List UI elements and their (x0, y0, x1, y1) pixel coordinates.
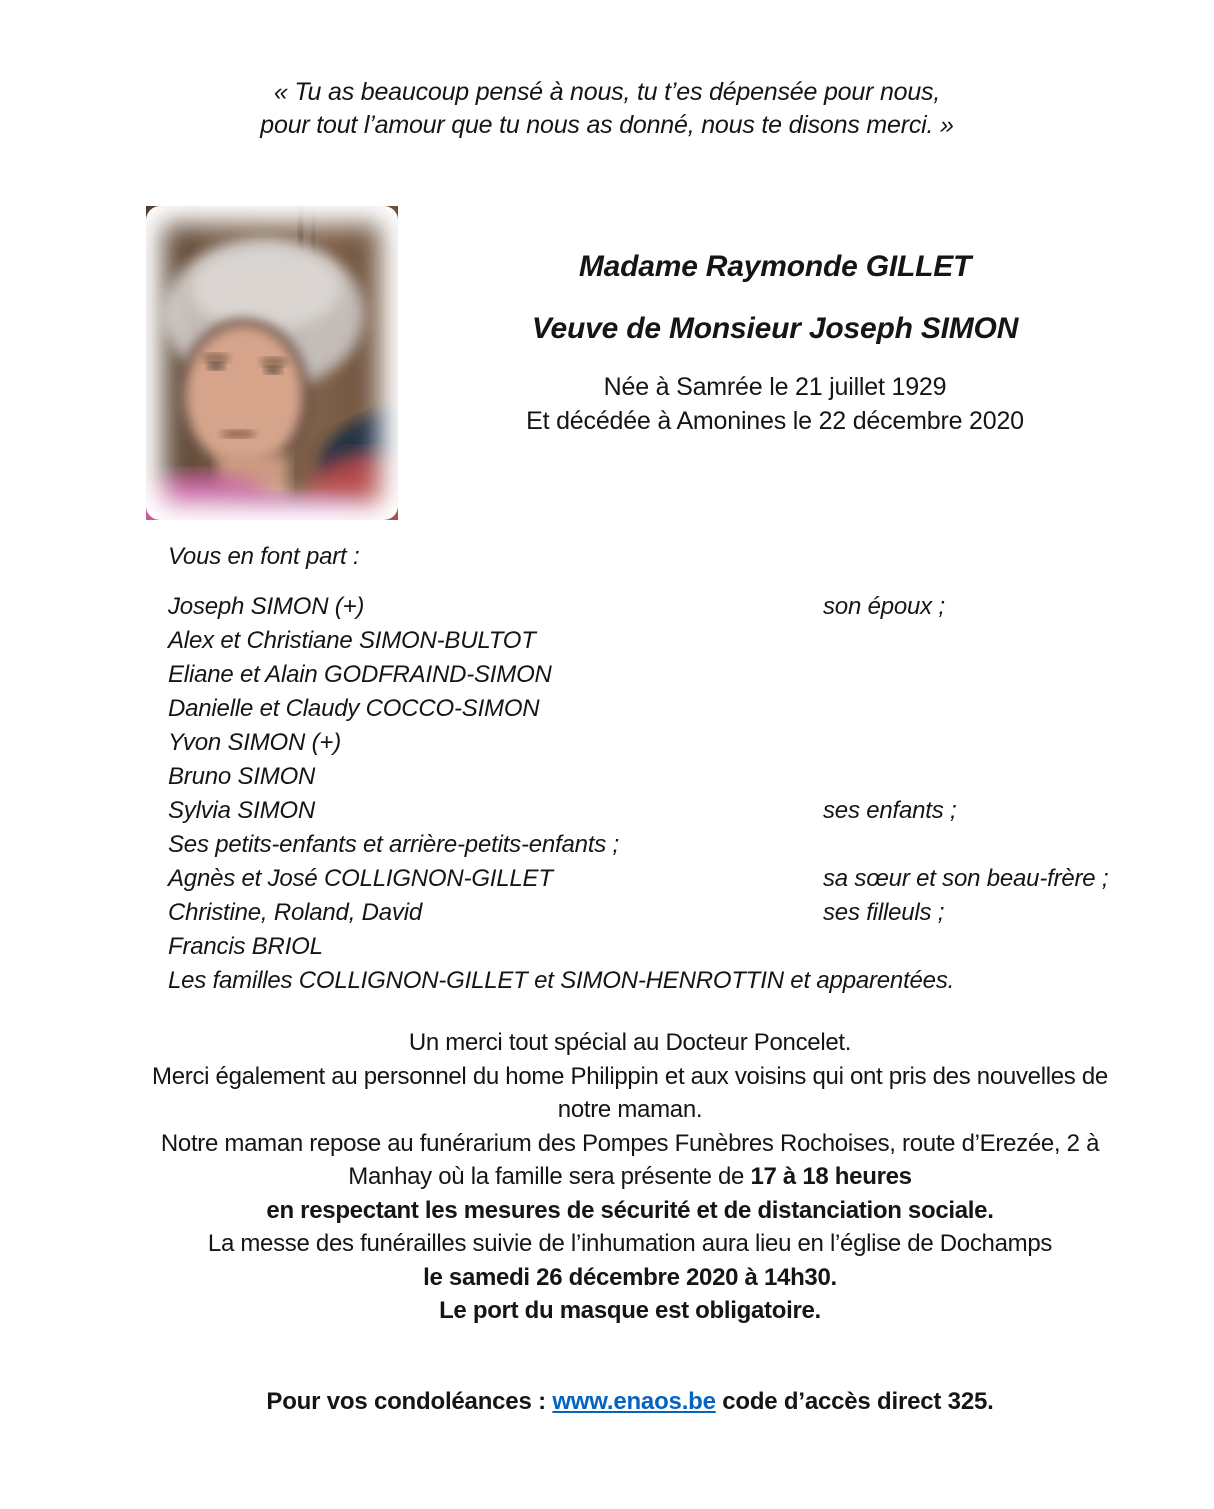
family-entry-name: Yvon SIMON (+) (168, 729, 342, 756)
thanks-line: notre maman. (557, 1096, 703, 1123)
family-entry-name: Francis BRIOL (168, 933, 323, 960)
repose-line-text: Notre maman repose au funérarium des Pompes Funèbres Rochoises, route d’Erezée, 2 à (160, 1129, 1100, 1157)
deceased-subtitle: Veuve de Monsieur Joseph SIMON (531, 312, 1019, 345)
notices-block (90, 1026, 1170, 1328)
memorial-quote (0, 76, 1214, 142)
mass-line: La messe des funérailles suivie de l’inhumation aura lieu en l’église de Dochamps (207, 1230, 1053, 1257)
repose-line (90, 1127, 1170, 1161)
family-entry-relation: sa sœur et son beau-frère ; (823, 865, 1109, 892)
family-entry-name: Joseph SIMON (+) (168, 593, 365, 620)
thanks-line: Un merci tout spécial au Docteur Poncelet. (408, 1029, 852, 1056)
birth-line: Née à Samrée le 21 juillet 1929 (603, 373, 947, 401)
repose-line (90, 1160, 1170, 1194)
mask-notice: Le port du masque est obligatoire. (439, 1297, 821, 1324)
family-entry (168, 726, 1168, 760)
deceased-name-title: Madame Raymonde GILLET (578, 250, 972, 283)
family-entry (168, 590, 1168, 624)
death-line: Et décédée à Amonines le 22 décembre 2020 (526, 407, 1024, 435)
family-entry-relation: ses filleuls ; (823, 899, 945, 926)
family-entry (168, 624, 1168, 658)
family-entry-name: Alex et Christiane SIMON-BULTOT (168, 627, 536, 654)
announcement-intro: Vous en font part : (168, 543, 360, 570)
family-entry-name: Christine, Roland, David (168, 899, 422, 926)
condolences-text-pre: Pour vos condoléances : (266, 1388, 553, 1415)
thanks-line: Merci également au personnel du home Philippin et aux voisins qui ont pris des nouvelles de (152, 1062, 1108, 1090)
family-entry (168, 930, 1168, 964)
condolences-link[interactable]: www.enaos.be (552, 1388, 716, 1415)
family-entry-name: Agnès et José COLLIGNON-GILLET (168, 865, 553, 892)
condolences-text-post: code d’accès direct 325. (715, 1388, 994, 1415)
family-entry-relation: ses enfants ; (823, 797, 957, 824)
memorial-quote-line2: pour tout l’amour que tu nous as donné, nous te disons merci. » (260, 111, 954, 139)
family-entry-name: Les familles COLLIGNON-GILLET et SIMON-HENROTTIN et apparentées. (168, 967, 955, 994)
family-entry (168, 828, 1168, 862)
family-entry (168, 896, 1168, 930)
deceased-photo-image (146, 206, 398, 520)
family-entry-name: Danielle et Claudy COCCO-SIMON (168, 695, 540, 722)
family-entry (168, 760, 1168, 794)
family-entry (168, 862, 1168, 896)
family-entry-name: Ses petits-enfants et arrière-petits-enfants ; (168, 831, 620, 858)
funeral-date: le samedi 26 décembre 2020 à 14h30. (423, 1263, 837, 1291)
family-entry (168, 794, 1168, 828)
family-entry-name: Sylvia SIMON (168, 797, 315, 824)
header-block (390, 250, 1160, 438)
visiting-hours: 17 à 18 heures (750, 1163, 912, 1190)
family-entry-relation: son époux ; (823, 593, 945, 620)
family-announcement (168, 540, 1168, 998)
condolences-footer (90, 1388, 1170, 1416)
family-entry (168, 964, 1168, 998)
memorial-quote-line1: « Tu as beaucoup pensé à nous, tu t’es dépensée pour nous, (273, 78, 941, 106)
distancing-notice: en respectant les mesures de sécurité et de distanciation sociale. (266, 1196, 994, 1224)
repose-line-text: Manhay où la famille sera présente de (348, 1163, 751, 1190)
deceased-photo (146, 206, 398, 520)
family-entry (168, 658, 1168, 692)
family-entry (168, 692, 1168, 726)
family-entry-name: Eliane et Alain GODFRAIND-SIMON (168, 661, 552, 688)
family-entry-name: Bruno SIMON (168, 763, 316, 790)
